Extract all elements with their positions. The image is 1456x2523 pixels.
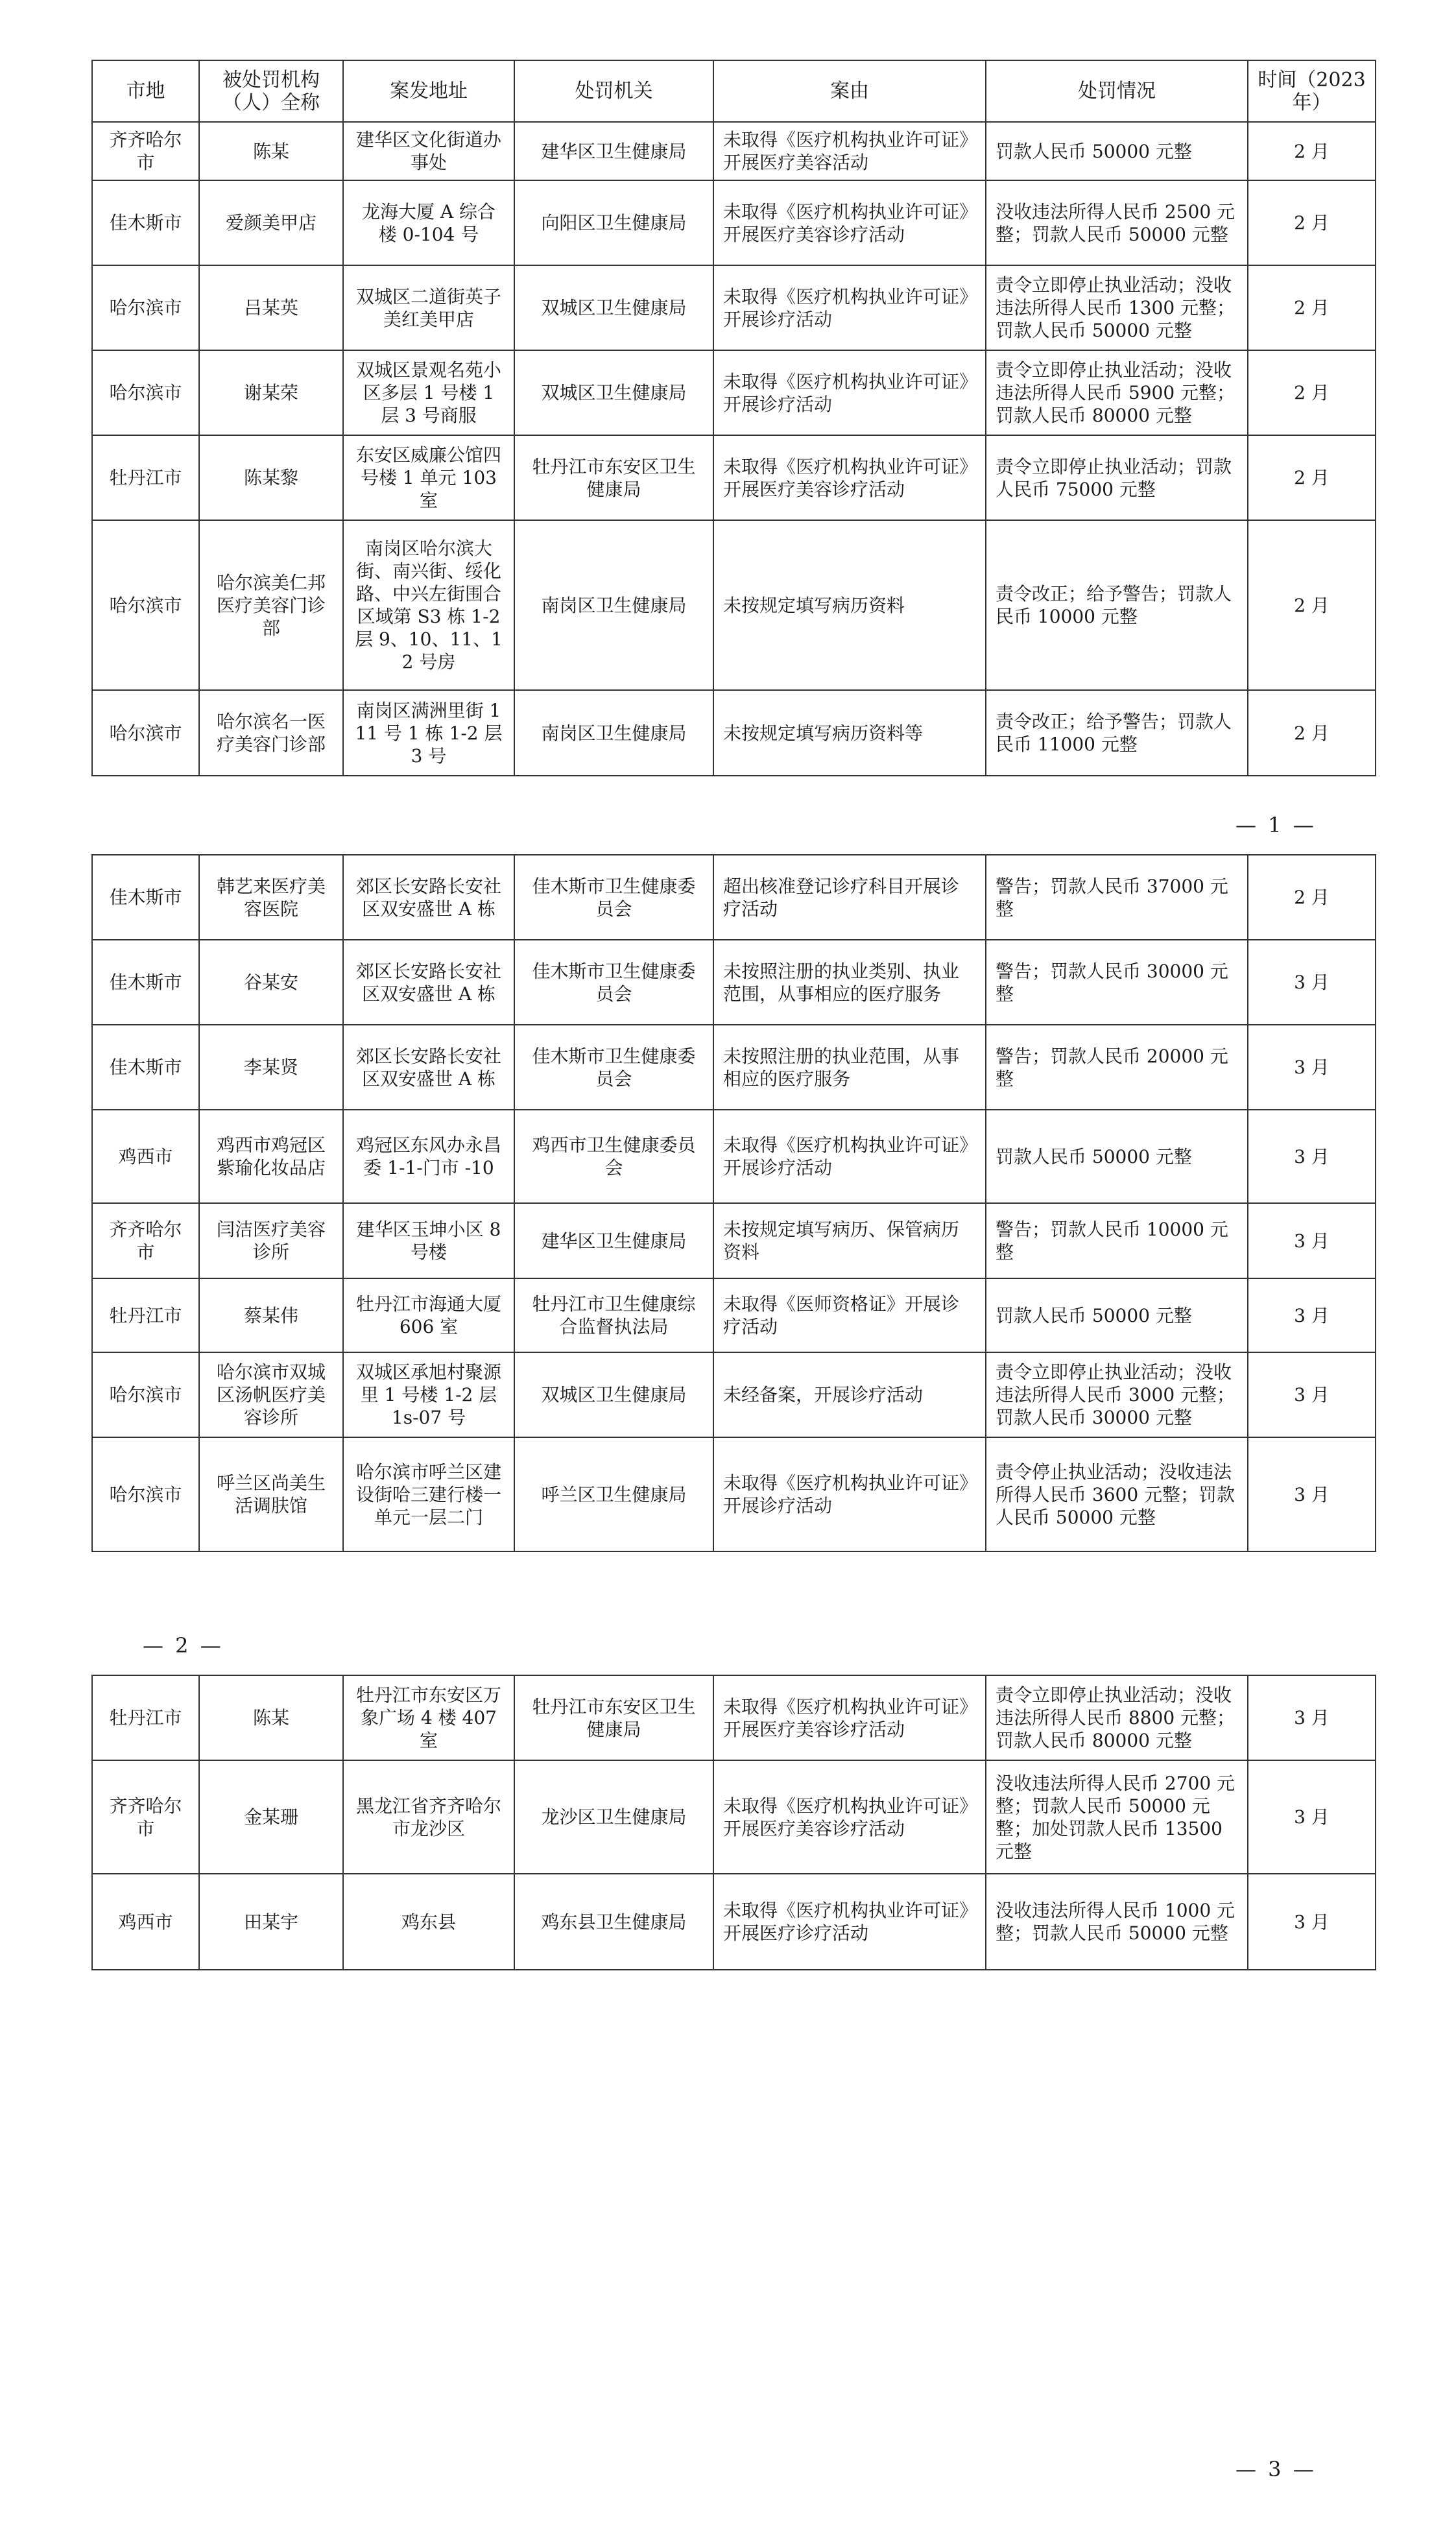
cell-cause: 超出核准登记诊疗科目开展诊疗活动 [713, 855, 986, 940]
cell-penalty: 没收违法所得人民币 2700 元整；罚款人民币 50000 元整；加处罚款人民币 13500 元整 [986, 1760, 1248, 1874]
cell-entity: 爱颜美甲店 [199, 180, 343, 265]
cell-address: 牡丹江市海通大厦 606 室 [343, 1278, 514, 1352]
cell-entity: 哈尔滨名一医疗美容门诊部 [199, 690, 343, 776]
cell-authority: 鸡西市卫生健康委员会 [514, 1110, 713, 1203]
cell-address: 鸡冠区东风办永昌委 1-1-门市 -10 [343, 1110, 514, 1203]
cell-time: 3 月 [1248, 1110, 1376, 1203]
cell-entity: 吕某英 [199, 265, 343, 350]
cell-address: 双城区景观名苑小区多层 1 号楼 1 层 3 号商服 [343, 350, 514, 435]
penalty-table-page-1 [91, 60, 1376, 776]
cell-cause: 未按规定填写病历资料等 [713, 690, 986, 776]
cell-city: 佳木斯市 [92, 1025, 199, 1110]
cell-city: 齐齐哈尔市 [92, 122, 199, 180]
cell-entity: 谷某安 [199, 940, 343, 1025]
cell-time: 3 月 [1248, 1760, 1376, 1874]
cell-cause: 未经备案，开展诊疗活动 [713, 1352, 986, 1437]
cell-authority: 牡丹江市东安区卫生健康局 [514, 435, 713, 520]
cell-cause: 未取得《医疗机构执业许可证》开展医疗美容诊疗活动 [713, 435, 986, 520]
cell-cause: 未按规定填写病历资料 [713, 520, 986, 690]
page-number-3: — 3 — [1235, 2457, 1317, 2481]
cell-city: 牡丹江市 [92, 1675, 199, 1760]
table-row [92, 1675, 1376, 1760]
cell-city: 哈尔滨市 [92, 1437, 199, 1551]
cell-cause: 未按照注册的执业类别、执业范围，从事相应的医疗服务 [713, 940, 986, 1025]
cell-entity: 哈尔滨美仁邦医疗美容门诊部 [199, 520, 343, 690]
cell-time: 3 月 [1248, 1437, 1376, 1551]
page-number-1: — 1 — [1235, 813, 1317, 837]
cell-city: 哈尔滨市 [92, 350, 199, 435]
cell-authority: 鸡东县卫生健康局 [514, 1874, 713, 1970]
table-row [92, 1874, 1376, 1970]
header-address: 案发地址 [343, 60, 514, 122]
cell-entity: 鸡西市鸡冠区紫瑜化妆品店 [199, 1110, 343, 1203]
cell-authority: 建华区卫生健康局 [514, 1203, 713, 1278]
cell-city: 牡丹江市 [92, 1278, 199, 1352]
cell-entity: 陈某 [199, 1675, 343, 1760]
cell-authority: 双城区卫生健康局 [514, 265, 713, 350]
cell-cause: 未按照注册的执业范围，从事相应的医疗服务 [713, 1025, 986, 1110]
cell-city: 齐齐哈尔市 [92, 1760, 199, 1874]
cell-address: 黑龙江省齐齐哈尔市龙沙区 [343, 1760, 514, 1874]
cell-city: 佳木斯市 [92, 940, 199, 1025]
cell-cause: 未取得《医疗机构执业许可证》开展诊疗活动 [713, 1110, 986, 1203]
cell-time: 2 月 [1248, 520, 1376, 690]
cell-cause: 未取得《医疗机构执业许可证》开展医疗美容活动 [713, 122, 986, 180]
cell-penalty: 责令立即停止执业活动；没收违法所得人民币 1300 元整；罚款人民币 50000 元整 [986, 265, 1248, 350]
cell-entity: 金某珊 [199, 1760, 343, 1874]
cell-address: 南岗区哈尔滨大街、南兴街、绥化路、中兴左街围合区域第 S3 栋 1-2 层 9、10、11、12 号房 [343, 520, 514, 690]
cell-cause: 未取得《医疗机构执业许可证》开展医疗诊疗活动 [713, 1874, 986, 1970]
cell-city: 佳木斯市 [92, 855, 199, 940]
cell-time: 2 月 [1248, 435, 1376, 520]
cell-cause: 未取得《医疗机构执业许可证》开展诊疗活动 [713, 350, 986, 435]
cell-address: 龙海大厦 A 综合楼 0-104 号 [343, 180, 514, 265]
table-row [92, 690, 1376, 776]
cell-penalty: 警告；罚款人民币 10000 元整 [986, 1203, 1248, 1278]
cell-authority: 呼兰区卫生健康局 [514, 1437, 713, 1551]
cell-time: 3 月 [1248, 1025, 1376, 1110]
cell-address: 哈尔滨市呼兰区建设街哈三建行楼一单元一层二门 [343, 1437, 514, 1551]
cell-authority: 佳木斯市卫生健康委员会 [514, 855, 713, 940]
cell-penalty: 责令立即停止执业活动；罚款人民币 75000 元整 [986, 435, 1248, 520]
cell-city: 哈尔滨市 [92, 265, 199, 350]
cell-authority: 建华区卫生健康局 [514, 122, 713, 180]
cell-penalty: 警告；罚款人民币 30000 元整 [986, 940, 1248, 1025]
cell-penalty: 没收违法所得人民币 1000 元整；罚款人民币 50000 元整 [986, 1874, 1248, 1970]
cell-time: 2 月 [1248, 350, 1376, 435]
penalty-table-page-2 [91, 854, 1376, 1552]
cell-entity: 闫洁医疗美容诊所 [199, 1203, 343, 1278]
cell-cause: 未取得《医疗机构执业许可证》开展医疗美容诊疗活动 [713, 1760, 986, 1874]
table-row [92, 1025, 1376, 1110]
cell-entity: 陈某黎 [199, 435, 343, 520]
cell-address: 双城区承旭村聚源里 1 号楼 1-2 层 1s-07 号 [343, 1352, 514, 1437]
cell-city: 哈尔滨市 [92, 520, 199, 690]
cell-address: 东安区威廉公馆四号楼 1 单元 103 室 [343, 435, 514, 520]
header-cause: 案由 [713, 60, 986, 122]
cell-city: 齐齐哈尔市 [92, 1203, 199, 1278]
table-row [92, 350, 1376, 435]
cell-address: 建华区玉坤小区 8 号楼 [343, 1203, 514, 1278]
cell-cause: 未取得《医疗机构执业许可证》开展医疗美容诊疗活动 [713, 1675, 986, 1760]
cell-city: 鸡西市 [92, 1874, 199, 1970]
cell-penalty: 警告；罚款人民币 37000 元整 [986, 855, 1248, 940]
table-row [92, 1278, 1376, 1352]
cell-address: 郊区长安路长安社区双安盛世 A 栋 [343, 940, 514, 1025]
cell-entity: 陈某 [199, 122, 343, 180]
cell-time: 3 月 [1248, 940, 1376, 1025]
table-row [92, 435, 1376, 520]
cell-penalty: 责令停止执业活动；没收违法所得人民币 3600 元整；罚款人民币 50000 元整 [986, 1437, 1248, 1551]
cell-authority: 牡丹江市东安区卫生健康局 [514, 1675, 713, 1760]
cell-time: 2 月 [1248, 265, 1376, 350]
cell-authority: 佳木斯市卫生健康委员会 [514, 1025, 713, 1110]
cell-address: 郊区长安路长安社区双安盛世 A 栋 [343, 1025, 514, 1110]
cell-authority: 双城区卫生健康局 [514, 350, 713, 435]
header-penalty: 处罚情况 [986, 60, 1248, 122]
table-row [92, 1352, 1376, 1437]
cell-time: 3 月 [1248, 1278, 1376, 1352]
cell-time: 2 月 [1248, 180, 1376, 265]
cell-time: 2 月 [1248, 122, 1376, 180]
cell-address: 南岗区满洲里街 111 号 1 栋 1-2 层 3 号 [343, 690, 514, 776]
cell-authority: 龙沙区卫生健康局 [514, 1760, 713, 1874]
cell-entity: 呼兰区尚美生活调肤馆 [199, 1437, 343, 1551]
cell-penalty: 责令改正；给予警告；罚款人民币 10000 元整 [986, 520, 1248, 690]
table-row [92, 265, 1376, 350]
cell-authority: 南岗区卫生健康局 [514, 690, 713, 776]
header-entity: 被处罚机构（人）全称 [199, 60, 343, 122]
cell-penalty: 没收违法所得人民币 2500 元整；罚款人民币 50000 元整 [986, 180, 1248, 265]
cell-entity: 谢某荣 [199, 350, 343, 435]
header-authority: 处罚机关 [514, 60, 713, 122]
page-number-2: — 2 — [143, 1633, 224, 1658]
cell-cause: 未按规定填写病历、保管病历资料 [713, 1203, 986, 1278]
table-row [92, 1203, 1376, 1278]
cell-time: 3 月 [1248, 1352, 1376, 1437]
penalty-table-page-3 [91, 1675, 1376, 1970]
cell-time: 2 月 [1248, 690, 1376, 776]
cell-time: 2 月 [1248, 855, 1376, 940]
header-city: 市地 [92, 60, 199, 122]
cell-address: 郊区长安路长安社区双安盛世 A 栋 [343, 855, 514, 940]
table-row [92, 1110, 1376, 1203]
cell-city: 鸡西市 [92, 1110, 199, 1203]
cell-cause: 未取得《医疗机构执业许可证》开展诊疗活动 [713, 265, 986, 350]
cell-city: 牡丹江市 [92, 435, 199, 520]
cell-time: 3 月 [1248, 1874, 1376, 1970]
cell-entity: 哈尔滨市双城区汤帆医疗美容诊所 [199, 1352, 343, 1437]
cell-penalty: 警告；罚款人民币 20000 元整 [986, 1025, 1248, 1110]
cell-cause: 未取得《医疗机构执业许可证》开展诊疗活动 [713, 1437, 986, 1551]
table-row [92, 1437, 1376, 1551]
cell-entity: 田某宇 [199, 1874, 343, 1970]
cell-authority: 佳木斯市卫生健康委员会 [514, 940, 713, 1025]
table-row [92, 122, 1376, 180]
cell-penalty: 责令立即停止执业活动；没收违法所得人民币 8800 元整；罚款人民币 80000 元整 [986, 1675, 1248, 1760]
cell-penalty: 责令改正；给予警告；罚款人民币 11000 元整 [986, 690, 1248, 776]
cell-time: 3 月 [1248, 1203, 1376, 1278]
cell-authority: 牡丹江市卫生健康综合监督执法局 [514, 1278, 713, 1352]
cell-authority: 南岗区卫生健康局 [514, 520, 713, 690]
cell-penalty: 责令立即停止执业活动；没收违法所得人民币 5900 元整；罚款人民币 80000 元整 [986, 350, 1248, 435]
cell-address: 牡丹江市东安区万象广场 4 楼 407 室 [343, 1675, 514, 1760]
cell-cause: 未取得《医疗机构执业许可证》开展医疗美容诊疗活动 [713, 180, 986, 265]
cell-entity: 韩艺来医疗美容医院 [199, 855, 343, 940]
cell-city: 哈尔滨市 [92, 1352, 199, 1437]
table-row [92, 180, 1376, 265]
cell-cause: 未取得《医师资格证》开展诊疗活动 [713, 1278, 986, 1352]
cell-entity: 蔡某伟 [199, 1278, 343, 1352]
table-row [92, 520, 1376, 690]
cell-penalty: 罚款人民币 50000 元整 [986, 1110, 1248, 1203]
table-row [92, 940, 1376, 1025]
cell-entity: 李某贤 [199, 1025, 343, 1110]
cell-address: 建华区文化街道办事处 [343, 122, 514, 180]
cell-authority: 向阳区卫生健康局 [514, 180, 713, 265]
table-header-row [92, 60, 1376, 122]
cell-address: 鸡东县 [343, 1874, 514, 1970]
cell-time: 3 月 [1248, 1675, 1376, 1760]
cell-penalty: 责令立即停止执业活动；没收违法所得人民币 3000 元整；罚款人民币 30000 元整 [986, 1352, 1248, 1437]
cell-authority: 双城区卫生健康局 [514, 1352, 713, 1437]
table-row [92, 1760, 1376, 1874]
cell-city: 佳木斯市 [92, 180, 199, 265]
header-time: 时间（2023年） [1248, 60, 1376, 122]
cell-city: 哈尔滨市 [92, 690, 199, 776]
cell-penalty: 罚款人民币 50000 元整 [986, 122, 1248, 180]
cell-address: 双城区二道街英子美红美甲店 [343, 265, 514, 350]
cell-penalty: 罚款人民币 50000 元整 [986, 1278, 1248, 1352]
table-row [92, 855, 1376, 940]
